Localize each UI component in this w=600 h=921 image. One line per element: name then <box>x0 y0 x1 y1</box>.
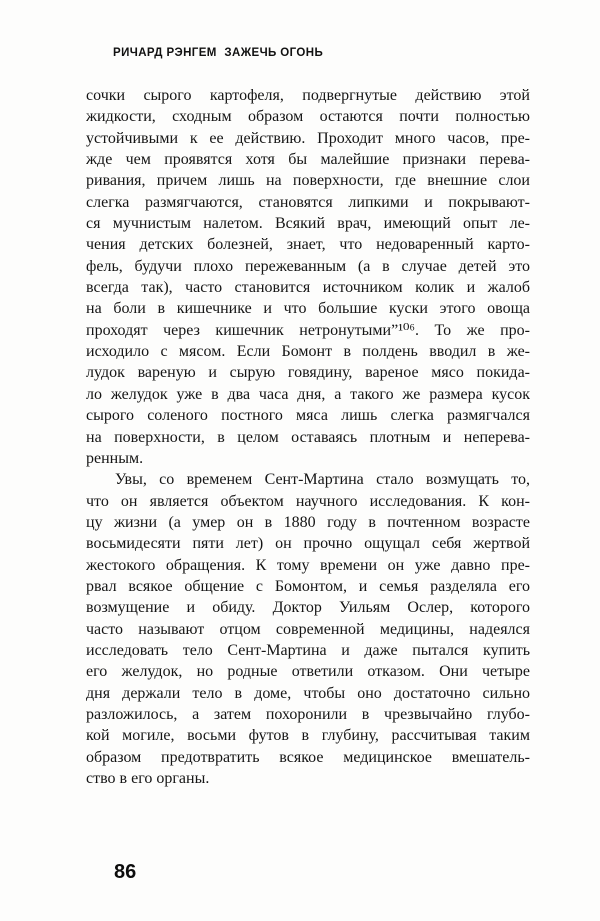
text-line: восьмидесяти пяти лет) он прочно ощущал себя жертвой <box>86 535 530 553</box>
text-line: дня держали тело в доме, чтобы оно достаточно сильно <box>86 684 530 702</box>
header-author: РИЧАРД РЭНГЕМ <box>113 47 217 59</box>
text-line: возмущение и обиду. Доктор Уильям Ослер, которого <box>86 599 530 617</box>
text-line: устойчивыми к ее действию. Проходит много часов, пре- <box>86 129 530 147</box>
text-line: исследовать тело Сент-Мартина и даже пытался купить <box>86 641 530 659</box>
text-line: его желудок, но родные ответили отказом. Они четыре <box>86 663 530 681</box>
text-line: ся мучнистым налетом. Всякий врач, имеющий опыт ле- <box>86 215 530 233</box>
text-line: жестокого обращения. К тому времени он уже давно пре- <box>86 556 530 574</box>
text-block <box>86 85 530 789</box>
header-book-title: ЗАЖЕЧЬ ОГОНЬ <box>224 47 324 59</box>
text-line: жидкости, сходным образом остаются почти полностью <box>86 108 530 126</box>
text-line: сочки сырого картофеля, подвергнутые действию этой <box>86 87 530 104</box>
text-line: ло желудок уже в два часа дня, а такого же размера кусок <box>86 385 530 403</box>
text-line: слегка размягчаются, становятся липкими и покрывают- <box>86 193 530 211</box>
text-line: жде чем проявятся хотя бы малейшие признаки перева- <box>86 151 530 169</box>
paragraph <box>86 469 530 789</box>
text-line: цу жизни (а умер он в 1880 году в почтенном возрасте <box>86 513 530 531</box>
text-line: кой могиле, восьми футов в глубину, рассчитывая таким <box>86 727 530 745</box>
text-line: ренным. <box>86 449 144 467</box>
text-line: ство в его органы. <box>86 770 210 787</box>
text-line: сырого соленого постного мяса лишь слегка размягчался <box>86 407 530 425</box>
paragraph <box>86 85 530 469</box>
text-line: на боли в кишечнике и что большие куски этого овоща <box>86 300 530 318</box>
text-line: разложилось, а затем похоронили в чрезвычайно глубо- <box>86 705 530 723</box>
text-line: рвал всякое общение с Бомонтом, и семья разделяла его <box>86 577 530 595</box>
text-line: лудок вареную и сырую говядину, вареное мясо покида- <box>86 364 530 382</box>
text-line: чения детских болезней, знает, что недоваренный карто- <box>86 236 530 254</box>
text-line: часто называют отцом современной медицины, надеялся <box>86 620 530 638</box>
text-line: что он является объектом научного исследования. К кон- <box>86 492 530 510</box>
page-number: 86 <box>114 861 137 883</box>
running-header <box>113 47 323 59</box>
text-line: исходило с мясом. Если Бомонт в полдень вводил в же- <box>86 343 530 361</box>
text-line: образом предотвратить всякое медицинское вмешатель- <box>86 748 530 766</box>
text-line: проходят через кишечник нетронутыми”¹⁰⁶. То же про- <box>86 321 530 339</box>
text-line: фель, будучи плохо пережеванным (а в случае детей это <box>86 257 530 275</box>
text-line: на поверхности, в целом оставаясь плотным и неперева- <box>86 428 530 446</box>
text-line: ривания, причем лишь на поверхности, где внешние слои <box>86 172 530 190</box>
text-line: всегда так), часто становится источником колик и жалоб <box>86 279 530 297</box>
text-line: Увы, со временем Сент-Мартина стало возмущать то, <box>115 471 530 489</box>
